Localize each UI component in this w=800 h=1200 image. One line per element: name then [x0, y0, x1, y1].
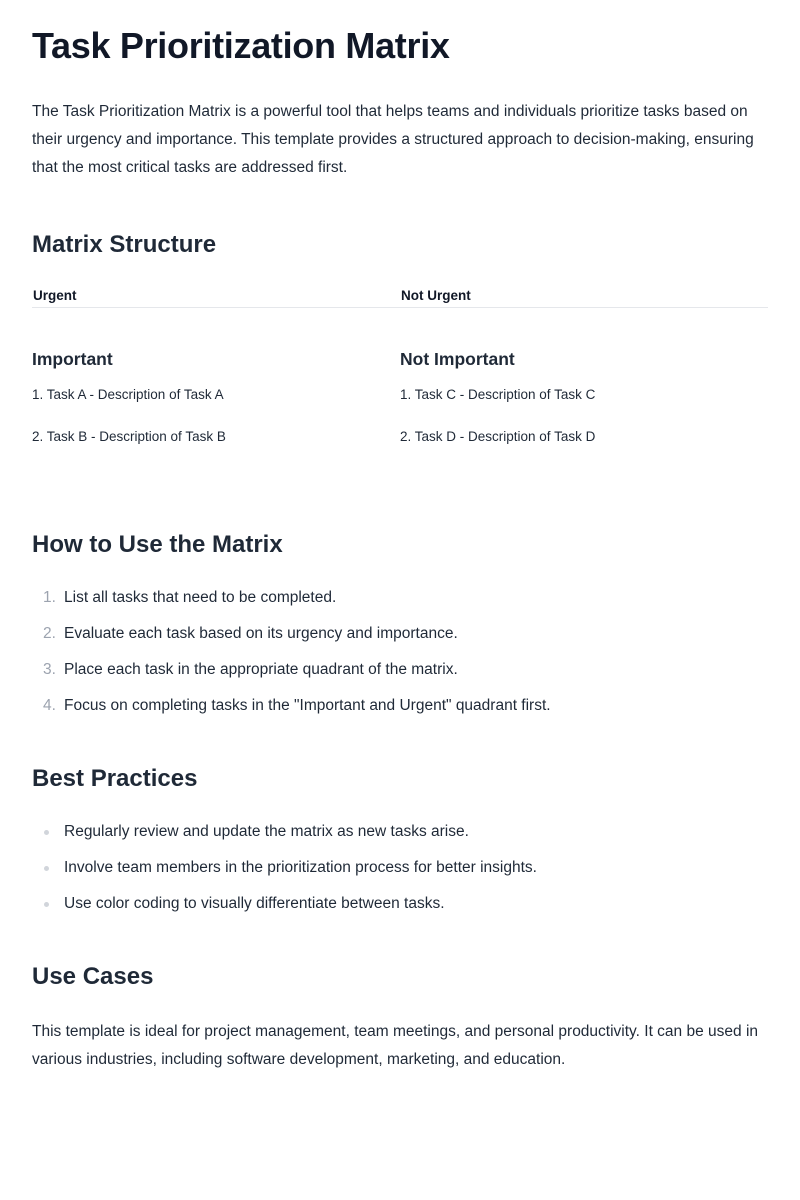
page-title: Task Prioritization Matrix [32, 25, 450, 66]
column-header-not-urgent: Not Urgent [401, 288, 471, 303]
list-item-text: Involve team members in the prioritization process for better insights. [64, 859, 537, 876]
list-item [32, 624, 768, 644]
task-item: 2. Task D - Description of Task D [400, 429, 596, 444]
matrix-structure-section [32, 230, 768, 446]
best-practices-section [32, 764, 768, 914]
bullet-icon [32, 858, 64, 878]
list-item [32, 696, 768, 716]
list-item [32, 588, 768, 608]
list-item [32, 660, 768, 680]
bullet-icon [32, 822, 64, 842]
list-item-text: Regularly review and update the matrix as new tasks arise. [64, 823, 469, 840]
matrix-structure-heading: Matrix Structure [32, 231, 217, 258]
list-marker: 1. [43, 589, 56, 606]
list-item-text: Focus on completing tasks in the "Important and Urgent" quadrant first. [64, 697, 551, 714]
best-practices-list [32, 822, 768, 914]
column-header-urgent: Urgent [33, 288, 77, 303]
how-to-use-heading: How to Use the Matrix [32, 531, 283, 558]
best-practices-heading: Best Practices [32, 765, 198, 792]
list-marker: 4. [43, 697, 56, 714]
list-item-text: List all tasks that need to be completed. [64, 589, 337, 606]
list-marker: 3. [43, 661, 56, 678]
bullet-icon [32, 894, 64, 914]
list-marker: 2. [43, 625, 56, 642]
matrix-quadrants [32, 348, 768, 446]
steps-list [32, 588, 768, 716]
list-item [32, 894, 768, 914]
task-item: 1. Task A - Description of Task A [32, 387, 224, 402]
list-item-text: Place each task in the appropriate quadrant of the matrix. [64, 661, 458, 678]
use-cases-paragraph: This template is ideal for project management, team meetings, and personal productivity. It can be used in various industries, including software development, marketing, and education. [32, 1023, 759, 1068]
intro-paragraph: The Task Prioritization Matrix is a powerful tool that helps teams and individuals prioritize tasks based on their urgency and importance. This template provides a structured approach to decision-making, ensuring that the most critical tasks are addressed first. [32, 103, 754, 176]
quadrant-heading: Important [32, 349, 113, 369]
quadrant-heading: Not Important [400, 349, 515, 369]
list-item [32, 822, 768, 842]
task-item: 2. Task B - Description of Task B [32, 429, 226, 444]
use-cases-heading: Use Cases [32, 963, 154, 990]
task-item: 1. Task C - Description of Task C [400, 387, 596, 402]
list-item [32, 858, 768, 878]
how-to-use-section [32, 530, 768, 716]
list-item-text: Use color coding to visually differentiate between tasks. [64, 895, 445, 912]
quadrant-not-important [400, 348, 768, 446]
quadrant-important [32, 348, 400, 446]
use-cases-section [32, 962, 768, 1074]
matrix-column-headers [32, 288, 768, 308]
list-item-text: Evaluate each task based on its urgency and importance. [64, 625, 458, 642]
